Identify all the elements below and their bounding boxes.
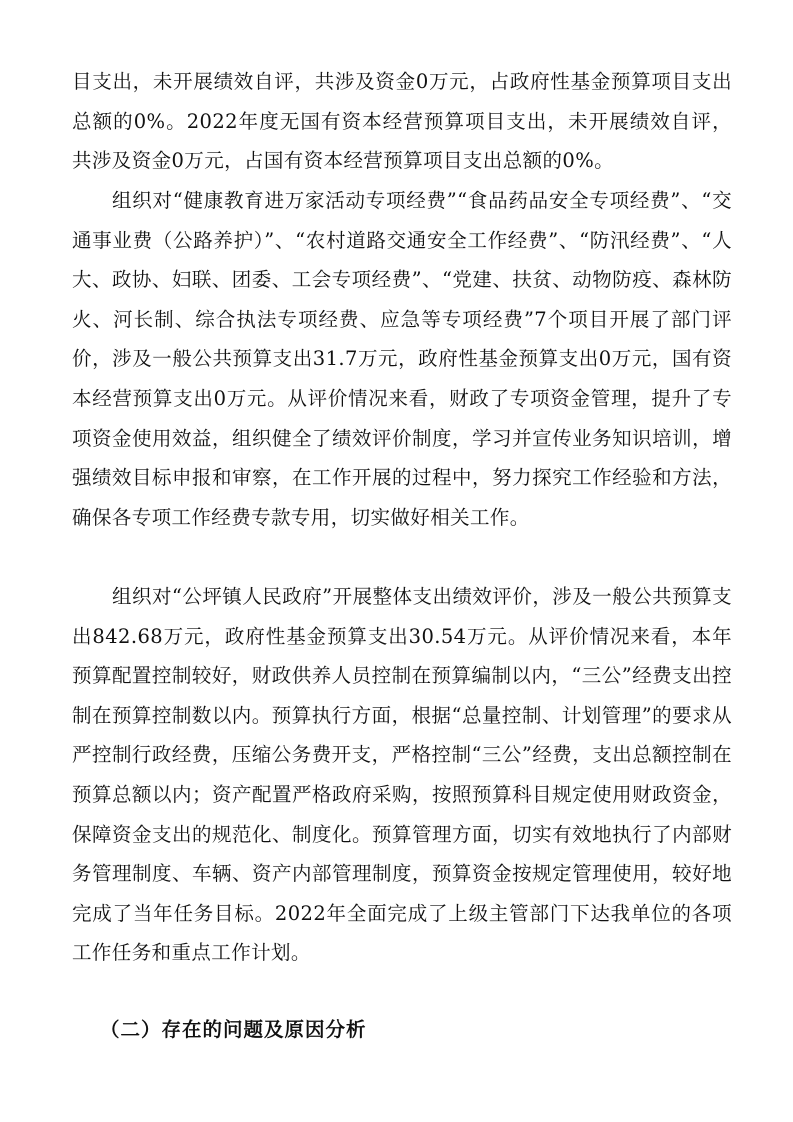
section-heading: （二）存在的问题及原因分析 — [100, 1018, 367, 1041]
paragraph-continuation: 目支出，未开展绩效自评，共涉及资金0万元，占政府性基金预算项目支出总额的0%。2022年度无国有资本经营预算项目支出，未开展绩效自评，共涉及资金0万元，占国有资本经营预算项目支出总额的0%。 — [72, 70, 732, 173]
paragraph-overall-expenditure-evaluation: 组织对“公坪镇人民政府”开展整体支出绩效评价，涉及一般公共预算支出842.68万元，政府性基金预算支出30.54万元。从评价情况来看，本年预算配置控制较好，财政供养人员控制在预算编制以内，“三公”经费支出控制在预算控制数以内。预算执行方面，根据“总量控制、计划管理”的要求从严控制行政经费，压缩公务费开支，严格控制“三公”经费，支出总额控制在预算总额以内；资产配置严格政府采购，按照预算科目规定使用财政资金，保障资金支出的规范化、制度化。预算管理方面，切实有效地执行了内部财务管理制度、车辆、资产内部管理制度，预算资金按规定管理使用，较好地完成了当年任务目标。2022年全面完成了上级主管部门下达我单位的各项工作任务和重点工作计划。 — [72, 585, 732, 965]
paragraph-special-project-evaluation: 组织对“健康教育进万家活动专项经费”“食品药品安全专项经费”、“交通事业费（公路养护）”、“农村道路交通安全工作经费”、“防汛经费”、“人大、政协、妇联、团委、工会专项经费”、“党建、扶贫、动物防疫、森林防火、河长制、综合执法专项经费、应急等专项经费”7个项目开展了部门评价，涉及一般公共预算支出31.7万元，政府性基金预算支出0万元，国有资本经营预算支出0万元。从评价情况来看，财政了专项资金管理，提升了专项资金使用效益，组织健全了绩效评价制度，学习并宣传业务知识培训，增强绩效目标申报和审察，在工作开展的过程中，努力探究工作经验和方法，确保各专项工作经费专款专用，切实做好相关工作。 — [72, 189, 732, 529]
